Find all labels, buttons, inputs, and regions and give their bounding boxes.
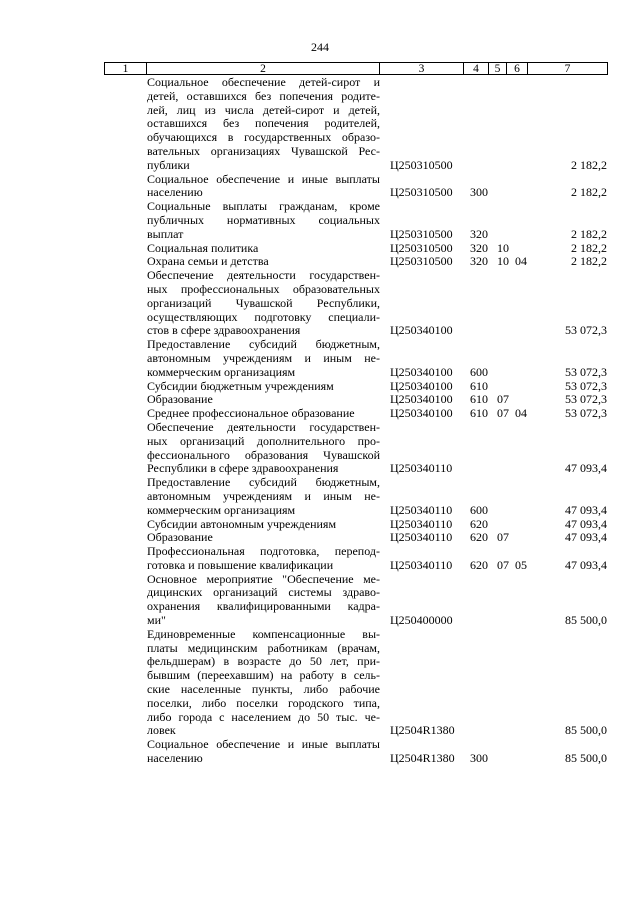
row-code: Ц250340110 bbox=[390, 516, 453, 531]
row-amount: 53 072,3 bbox=[565, 392, 607, 407]
row-description bbox=[147, 255, 380, 269]
description-line: поселки, либо поселки городского типа, bbox=[147, 696, 380, 710]
table-row bbox=[0, 338, 640, 379]
row-description bbox=[147, 200, 380, 241]
row-col-4: 620 bbox=[470, 557, 488, 572]
description-line: Социальное обеспечение и иные выплаты bbox=[147, 172, 380, 186]
row-amount: 53 072,3 bbox=[565, 323, 607, 338]
description-line: бывшим (переехавшим) на работу в сель- bbox=[147, 669, 380, 683]
table-row bbox=[0, 518, 640, 532]
row-code: Ц250340110 bbox=[390, 557, 453, 572]
row-code: Ц250310500 bbox=[390, 226, 453, 241]
description-line: охранения квалифицированными кадра- bbox=[147, 600, 380, 614]
row-description bbox=[147, 518, 380, 532]
table-row bbox=[0, 421, 640, 476]
row-amount: 47 093,4 bbox=[565, 502, 607, 517]
description-line: Единовременные компенсационные вы- bbox=[147, 627, 380, 641]
description-line: населению bbox=[147, 186, 203, 200]
row-col-6: 04 bbox=[515, 406, 527, 421]
row-amount: 85 500,0 bbox=[565, 613, 607, 628]
row-col-4: 320 bbox=[470, 226, 488, 241]
description-line: Образование bbox=[147, 531, 213, 545]
description-line: фессионального образования Чувашской bbox=[147, 448, 380, 462]
row-description bbox=[147, 738, 380, 766]
row-col-5: 07 bbox=[497, 406, 509, 421]
row-code: Ц2504R1380 bbox=[390, 723, 455, 738]
row-amount: 2 182,2 bbox=[571, 226, 607, 241]
row-col-4: 320 bbox=[470, 240, 488, 255]
description-line: обучающихся в государственных образо- bbox=[147, 131, 380, 145]
row-code: Ц250340110 bbox=[390, 461, 453, 476]
table-row bbox=[0, 531, 640, 545]
description-line: автономным учреждениям и иным не- bbox=[147, 351, 380, 365]
table-row bbox=[0, 269, 640, 338]
description-line: ловек bbox=[147, 724, 176, 738]
page-number: 244 bbox=[311, 40, 329, 54]
row-code: Ц250340100 bbox=[390, 406, 453, 421]
row-amount: 47 093,4 bbox=[565, 530, 607, 545]
row-description bbox=[147, 380, 380, 394]
description-line: коммерческим организациям bbox=[147, 365, 296, 379]
description-line: выплат bbox=[147, 227, 184, 241]
description-line: ных организаций дополнительного про- bbox=[147, 434, 380, 448]
row-code: Ц250340100 bbox=[390, 323, 453, 338]
budget-table-body bbox=[0, 76, 640, 766]
row-amount: 2 182,2 bbox=[571, 185, 607, 200]
description-line: населению bbox=[147, 752, 203, 766]
description-line: автономным учреждениям и иным не- bbox=[147, 489, 380, 503]
description-line: либо города с населением до 50 тыс. че- bbox=[147, 710, 380, 724]
table-row bbox=[0, 380, 640, 394]
description-line: ми" bbox=[147, 614, 166, 628]
row-col-4: 610 bbox=[470, 378, 488, 393]
description-line: Социальные выплаты гражданам, кроме bbox=[147, 200, 380, 214]
description-line: готовка и повышение квалификации bbox=[147, 558, 334, 572]
table-row bbox=[0, 76, 640, 173]
header-col-7: 7 bbox=[564, 63, 571, 75]
row-amount: 53 072,3 bbox=[565, 364, 607, 379]
row-amount: 2 182,2 bbox=[571, 240, 607, 255]
description-line: Образование bbox=[147, 393, 213, 407]
description-line: Охрана семьи и детства bbox=[147, 255, 269, 269]
row-col-4: 620 bbox=[470, 516, 488, 531]
row-description bbox=[147, 76, 380, 173]
header-col-2: 2 bbox=[147, 63, 380, 75]
header-col-4: 4 bbox=[464, 63, 489, 75]
description-line: ские населенные пункты, либо рабочие bbox=[147, 683, 380, 697]
description-line: Социальное обеспечение детей-сирот и bbox=[147, 76, 380, 89]
row-amount: 47 093,4 bbox=[565, 461, 607, 476]
row-col-5: 07 bbox=[497, 392, 509, 407]
row-amount: 47 093,4 bbox=[565, 516, 607, 531]
row-code: Ц250400000 bbox=[390, 613, 453, 628]
row-col-6: 05 bbox=[515, 557, 527, 572]
row-col-5: 07 bbox=[497, 530, 509, 545]
description-line: Обеспечение деятельности государствен- bbox=[147, 269, 380, 283]
table-row bbox=[0, 573, 640, 628]
description-line: дицинских организаций системы здраво- bbox=[147, 586, 380, 600]
description-line: Обеспечение деятельности государствен- bbox=[147, 420, 380, 434]
table-row bbox=[0, 200, 640, 241]
row-col-4: 600 bbox=[470, 364, 488, 379]
description-line: вательных организациях Чувашской Рес- bbox=[147, 144, 380, 158]
table-row bbox=[0, 242, 640, 256]
table-row bbox=[0, 738, 640, 766]
table-row bbox=[0, 628, 640, 738]
description-line: Республики в сфере здравоохранения bbox=[147, 462, 339, 476]
table-row bbox=[0, 173, 640, 201]
description-line: Профессиональная подготовка, перепод- bbox=[147, 545, 380, 559]
header-col-6: 6 bbox=[507, 63, 528, 75]
row-col-5: 10 bbox=[497, 240, 509, 255]
table-row bbox=[0, 476, 640, 517]
description-line: платы медицинским работникам (врачам, bbox=[147, 641, 380, 655]
row-col-4: 610 bbox=[470, 392, 488, 407]
description-line: коммерческим организациям bbox=[147, 503, 296, 517]
row-code: Ц250340100 bbox=[390, 392, 453, 407]
header-col-1: 1 bbox=[105, 63, 147, 75]
row-code: Ц250340110 bbox=[390, 502, 453, 517]
row-description bbox=[147, 338, 380, 379]
description-line: Среднее профессиональное образование bbox=[147, 407, 355, 421]
description-line: Социальное обеспечение и иные выплаты bbox=[147, 738, 380, 752]
description-line: детей, оставшихся без попечения родите- bbox=[147, 89, 380, 103]
header-col-3: 3 bbox=[380, 63, 464, 75]
description-line: лей, лиц из числа детей-сирот и детей, bbox=[147, 103, 380, 117]
row-col-4: 610 bbox=[470, 406, 488, 421]
row-code: Ц250340100 bbox=[390, 364, 453, 379]
row-col-5: 10 bbox=[497, 254, 509, 269]
description-line: фельдшерам) в возрасте до 50 лет, при- bbox=[147, 655, 380, 669]
row-description bbox=[147, 628, 380, 738]
description-line: стов в сфере здравоохранения bbox=[147, 324, 301, 338]
row-description bbox=[147, 173, 380, 201]
row-description bbox=[147, 573, 380, 628]
row-description bbox=[147, 269, 380, 338]
description-line: Предоставление субсидий бюджетным, bbox=[147, 338, 380, 352]
description-line: Субсидии бюджетным учреждениям bbox=[147, 379, 334, 393]
row-col-4: 620 bbox=[470, 530, 488, 545]
description-line: организаций Чувашской Республики, bbox=[147, 296, 380, 310]
table-row bbox=[0, 407, 640, 421]
table-row bbox=[0, 393, 640, 407]
description-line: ных профессиональных образовательных bbox=[147, 282, 380, 296]
row-description bbox=[147, 242, 380, 256]
row-amount: 85 500,0 bbox=[565, 723, 607, 738]
row-col-4: 300 bbox=[470, 751, 488, 766]
description-line: Социальная политика bbox=[147, 241, 259, 255]
row-amount: 47 093,4 bbox=[565, 557, 607, 572]
row-amount: 2 182,2 bbox=[571, 157, 607, 172]
header-col-5: 5 bbox=[489, 63, 507, 75]
description-line: публики bbox=[147, 158, 190, 172]
row-code: Ц250340110 bbox=[390, 530, 453, 545]
row-description bbox=[147, 476, 380, 517]
row-code: Ц250340100 bbox=[390, 378, 453, 393]
table-row bbox=[0, 545, 640, 573]
description-line: Основное мероприятие "Обеспечение ме- bbox=[147, 572, 380, 586]
row-amount: 53 072,3 bbox=[565, 406, 607, 421]
table-header bbox=[104, 62, 608, 75]
row-code: Ц2504R1380 bbox=[390, 751, 455, 766]
row-col-5: 07 bbox=[497, 557, 509, 572]
row-code: Ц250310500 bbox=[390, 254, 453, 269]
row-description bbox=[147, 421, 380, 476]
row-col-4: 320 bbox=[470, 254, 488, 269]
row-code: Ц250310500 bbox=[390, 157, 453, 172]
table-row bbox=[0, 255, 640, 269]
row-description bbox=[147, 531, 380, 545]
description-line: публичных нормативных социальных bbox=[147, 213, 380, 227]
row-col-6: 04 bbox=[515, 254, 527, 269]
row-amount: 53 072,3 bbox=[565, 378, 607, 393]
description-line: Субсидии автономным учреждениям bbox=[147, 517, 337, 531]
row-description bbox=[147, 545, 380, 573]
row-description bbox=[147, 407, 380, 421]
description-line: Предоставление субсидий бюджетным, bbox=[147, 476, 380, 490]
description-line: оставшихся без попечения родителей, bbox=[147, 117, 380, 131]
row-amount: 85 500,0 bbox=[565, 751, 607, 766]
row-code: Ц250310500 bbox=[390, 240, 453, 255]
row-code: Ц250310500 bbox=[390, 185, 453, 200]
row-amount: 2 182,2 bbox=[571, 254, 607, 269]
row-col-4: 300 bbox=[470, 185, 488, 200]
description-line: осуществляющих подготовку специали- bbox=[147, 310, 380, 324]
row-col-4: 600 bbox=[470, 502, 488, 517]
row-description bbox=[147, 393, 380, 407]
